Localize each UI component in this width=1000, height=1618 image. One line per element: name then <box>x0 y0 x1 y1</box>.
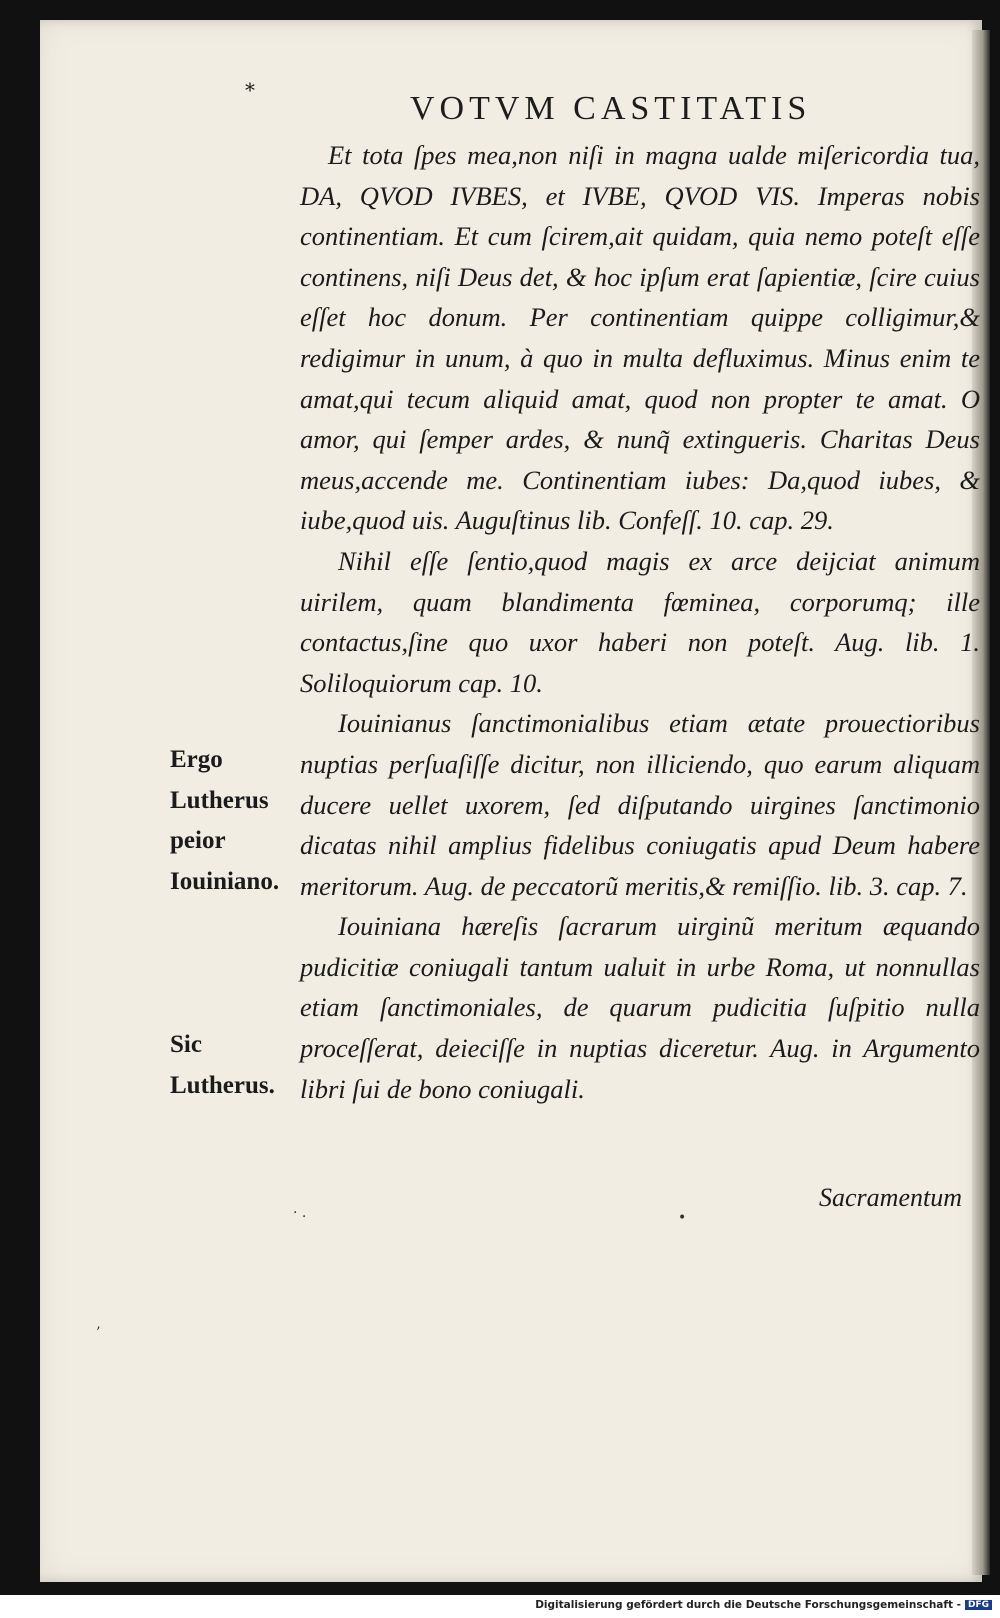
ink-speck: · . <box>293 1205 307 1221</box>
ink-speck: ’ <box>96 1325 101 1341</box>
catchword: Sacramentum <box>819 1183 962 1212</box>
ink-speck: • <box>678 1210 687 1226</box>
paragraph: Iouinianus ſanctimonialibus etiam ætate prouectioribus nuptias perſuaſiſſe dicitur, non illiciendo, quo earum aliquam ducere uellet uxorem, ſed diſputando uirgines ſanctimonio dicatas nihil amplius fidelibus coniugatis apud Deum habere meritorum. Aug. de peccatorũ meritis,& remiſſio. lib. 3. cap. 7. <box>300 708 980 901</box>
paragraph: Et tota ſpes mea,non niſi in magna ualde miſericordia tua, DA, QVOD IVBES, et IVBE, QVOD VIS. Imperas nobis continentiam. Et cum ſcirem,ait quidam, quia nemo poteſt eſſe continens, niſi Deus det, & hoc ipſum erat ſapientiæ, ſcire cuius eſſet hoc donum. Per continentiam quippe colligimur,& redigimur in unum, à quo in multa defluximus. Minus enim te amat,qui tecum aliquid amat, quod non propter te amat. O amor, qui ſemper ardes, & nunq̃ extingueris. Charitas Deus meus,accende me. Continentiam iubes: Da,quod iubes, & iube,quod uis. Auguſtinus lib. Confeſſ. 10. cap. 29. <box>300 140 980 536</box>
dfg-logo: DFG <box>965 1600 992 1610</box>
paragraph: Iouiniana hæreſis ſacrarum uirginũ meritum æquando pudicitiæ coniugali tantum ualuit in urbe Roma, ut nonnullas etiam ſanctimoniales, de quarum pudicitia ſuſpitio nulla proceſſerat, deieciſſe in nuptias diceretur. Aug. in Argumento libri ſui de bono coniugali. <box>300 911 980 1104</box>
margin-note: Sic Lutherus. <box>170 1031 275 1099</box>
body-text <box>300 135 980 1109</box>
footer-credit <box>535 1599 992 1611</box>
page-marker: * <box>245 78 255 102</box>
paragraph: Nihil eſſe ſentio,quod magis ex arce deijciat animum uirilem, quam blandimenta fœminea, corporumq; ille contactus,ſine quo uxor haberi non poteſt. Aug. lib. 1. Soliloquiorum cap. 10. <box>300 545 980 698</box>
footer-credit-text: Digitalisierung gefördert durch die Deutsche Forschungsgemeinschaft - <box>535 1599 961 1611</box>
margin-note: Ergo Lutherus peior Iouiniano. <box>170 746 280 895</box>
running-head: VOTVM CASTITATIS <box>410 90 812 127</box>
